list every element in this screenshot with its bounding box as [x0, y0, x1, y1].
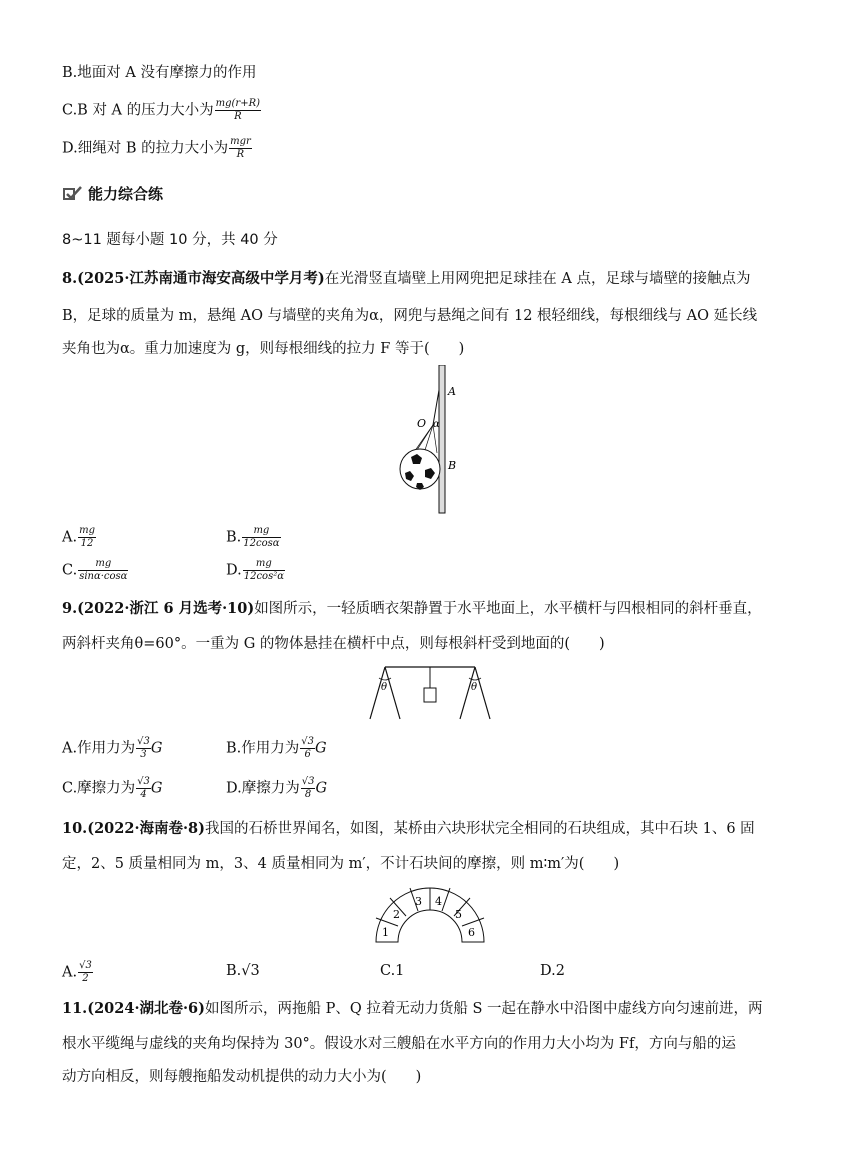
denominator: 2 [82, 973, 89, 984]
fraction [78, 525, 96, 550]
block-label: 3 [415, 895, 422, 908]
denominator: sinα·cosα [79, 571, 128, 582]
option-tail: G [150, 780, 163, 797]
fraction [136, 736, 151, 761]
fraction [301, 776, 316, 801]
block-label: 6 [468, 926, 475, 939]
prev-option-c [62, 98, 261, 123]
q9-text: 如图所示，一轻质晒衣架静置于水平地面上，水平横杆与四根相同的斜杆垂直， [254, 601, 762, 617]
prev-option-d-text: D.细绳对 B 的拉力大小为 [62, 140, 229, 157]
q8-line3: 夹角也为α。重力加速度为 g，则每根细线的拉力 F 等于( ) [62, 341, 465, 357]
denominator: 8 [304, 789, 312, 800]
q8-text: 在光滑竖直墙壁上用网兜把足球挂在 A 点，足球与墙壁的接触点为 [324, 271, 751, 287]
q11-source: 11.(2024·湖北卷·6) [62, 1000, 205, 1017]
prev-option-c-text: C.B 对 A 的压力大小为 [62, 102, 214, 119]
section-subtitle: 8~11 题每小题 10 分，共 40 分 [62, 232, 278, 248]
label-alpha: α [433, 419, 440, 430]
block-label: 5 [455, 908, 462, 921]
q9-figure [365, 664, 495, 722]
block-label: 2 [393, 908, 400, 921]
denominator: 4 [140, 789, 147, 800]
label-theta: θ [471, 682, 478, 693]
numerator: mg [79, 525, 95, 536]
option-label: B. [226, 529, 242, 546]
q9-source: 9.(2022·浙江 6 月选考·10) [62, 600, 255, 617]
leg [460, 667, 478, 719]
q10-source: 10.(2022·海南卷·8) [62, 820, 205, 837]
q11-line2: 根水平缆绳与虚线的夹角均保持为 30°。假设水对三艘船在水平方向的作用力大小均为 Ff，方向与船的运 [62, 1036, 736, 1052]
option-label: C.摩擦力为 [62, 780, 136, 797]
q8-figure [395, 365, 475, 515]
block-label: 1 [382, 926, 389, 939]
option-label: C. [62, 562, 78, 579]
hanging-weight [424, 688, 436, 702]
option-label: A.作用力为 [62, 740, 136, 757]
q10-option-d: D.2 [540, 963, 565, 979]
denominator: 12cos²α [243, 571, 284, 582]
q10-line2: 定，2、5 质量相同为 m，3、4 质量相同为 m′，不计石块间的摩擦，则 m∶m′为( ) [62, 856, 620, 872]
q11-line3: 动方向相反，则每艘拖船发动机提供的动力大小为( ) [62, 1069, 422, 1085]
numerator: √3 [301, 736, 314, 747]
fraction [78, 558, 128, 583]
numerator: mg [242, 525, 280, 538]
q8-option-b [226, 525, 281, 550]
q8-option-c [62, 558, 128, 583]
leg [370, 667, 388, 719]
leg [385, 667, 400, 719]
numerator: mg(r+R) [215, 98, 261, 109]
label-o: O [417, 417, 427, 430]
option-tail: G [315, 740, 327, 757]
denominator: 12cosα [243, 538, 280, 549]
q10-figure [372, 884, 488, 944]
block-label: 4 [435, 895, 442, 908]
section-title: 能力综合练 [88, 185, 164, 203]
q10-option-c: C.1 [380, 963, 405, 979]
numerator: √3 [79, 960, 92, 971]
q11-text: 如图所示，两拖船 P、Q 拉着无动力货船 S 一起在静水中沿图中虚线方向匀速前进，两 [205, 1001, 763, 1017]
numerator: mg [243, 558, 285, 571]
numerator: mg [78, 558, 128, 571]
q8-option-a [62, 525, 96, 550]
denominator: R [234, 111, 242, 122]
q8-line2: B，足球的质量为 m，悬绳 AO 与墙壁的夹角为α，网兜与悬绳之间有 12 根轻细线，每根细线与 AO 延长线 [62, 308, 758, 324]
option-label: B.作用力为 [226, 740, 300, 757]
q8-line1 [62, 268, 750, 290]
fraction [242, 525, 280, 550]
denominator: R [236, 149, 245, 160]
q9-line1 [62, 598, 762, 620]
fraction [300, 736, 315, 761]
option-label: D. [226, 562, 242, 579]
label-b: B [448, 459, 457, 472]
q10-line1 [62, 818, 755, 840]
q10-option-b: B.√3 [226, 963, 260, 979]
fraction [215, 98, 261, 123]
leg [475, 667, 490, 719]
q9-option-a [62, 736, 162, 761]
net-line [425, 425, 433, 450]
q8-source: 8.(2025·江苏南通市海安高级中学月考) [62, 270, 325, 287]
numerator: √3 [137, 736, 150, 747]
prev-option-d [62, 136, 252, 161]
fraction [243, 558, 285, 583]
checklist-icon [62, 186, 82, 202]
prev-option-b: B.地面对 A 没有摩擦力的作用 [62, 65, 257, 81]
q10-option-a [62, 960, 93, 985]
denominator: 3 [140, 749, 147, 760]
option-label: D.摩擦力为 [226, 780, 300, 797]
label-theta: θ [381, 682, 388, 693]
denominator: 12 [80, 538, 94, 549]
numerator: √3 [137, 776, 150, 787]
numerator: √3 [301, 776, 315, 787]
q9-option-c [62, 776, 163, 801]
label-a: A [448, 385, 456, 398]
q10-text: 我国的石桥世界闻名，如图，某桥由六块形状完全相同的石块组成，其中石块 1、6 固 [205, 821, 755, 837]
option-tail: G [150, 740, 163, 757]
option-tail: G [315, 780, 328, 797]
wall [439, 365, 445, 513]
fraction [229, 136, 252, 161]
fraction [78, 960, 93, 985]
fraction [136, 776, 151, 801]
q9-option-d [226, 776, 327, 801]
q11-line1 [62, 998, 763, 1020]
q9-line2: 两斜杆夹角θ=60°。一重为 G 的物体悬挂在横杆中点，则每根斜杆受到地面的( ) [62, 636, 605, 652]
option-label: A. [62, 529, 78, 546]
denominator: 6 [304, 749, 311, 760]
q8-option-d [226, 558, 285, 583]
numerator: mgr [230, 136, 251, 147]
q9-option-b [226, 736, 327, 761]
section-heading [62, 183, 163, 204]
option-label: A. [62, 964, 78, 981]
